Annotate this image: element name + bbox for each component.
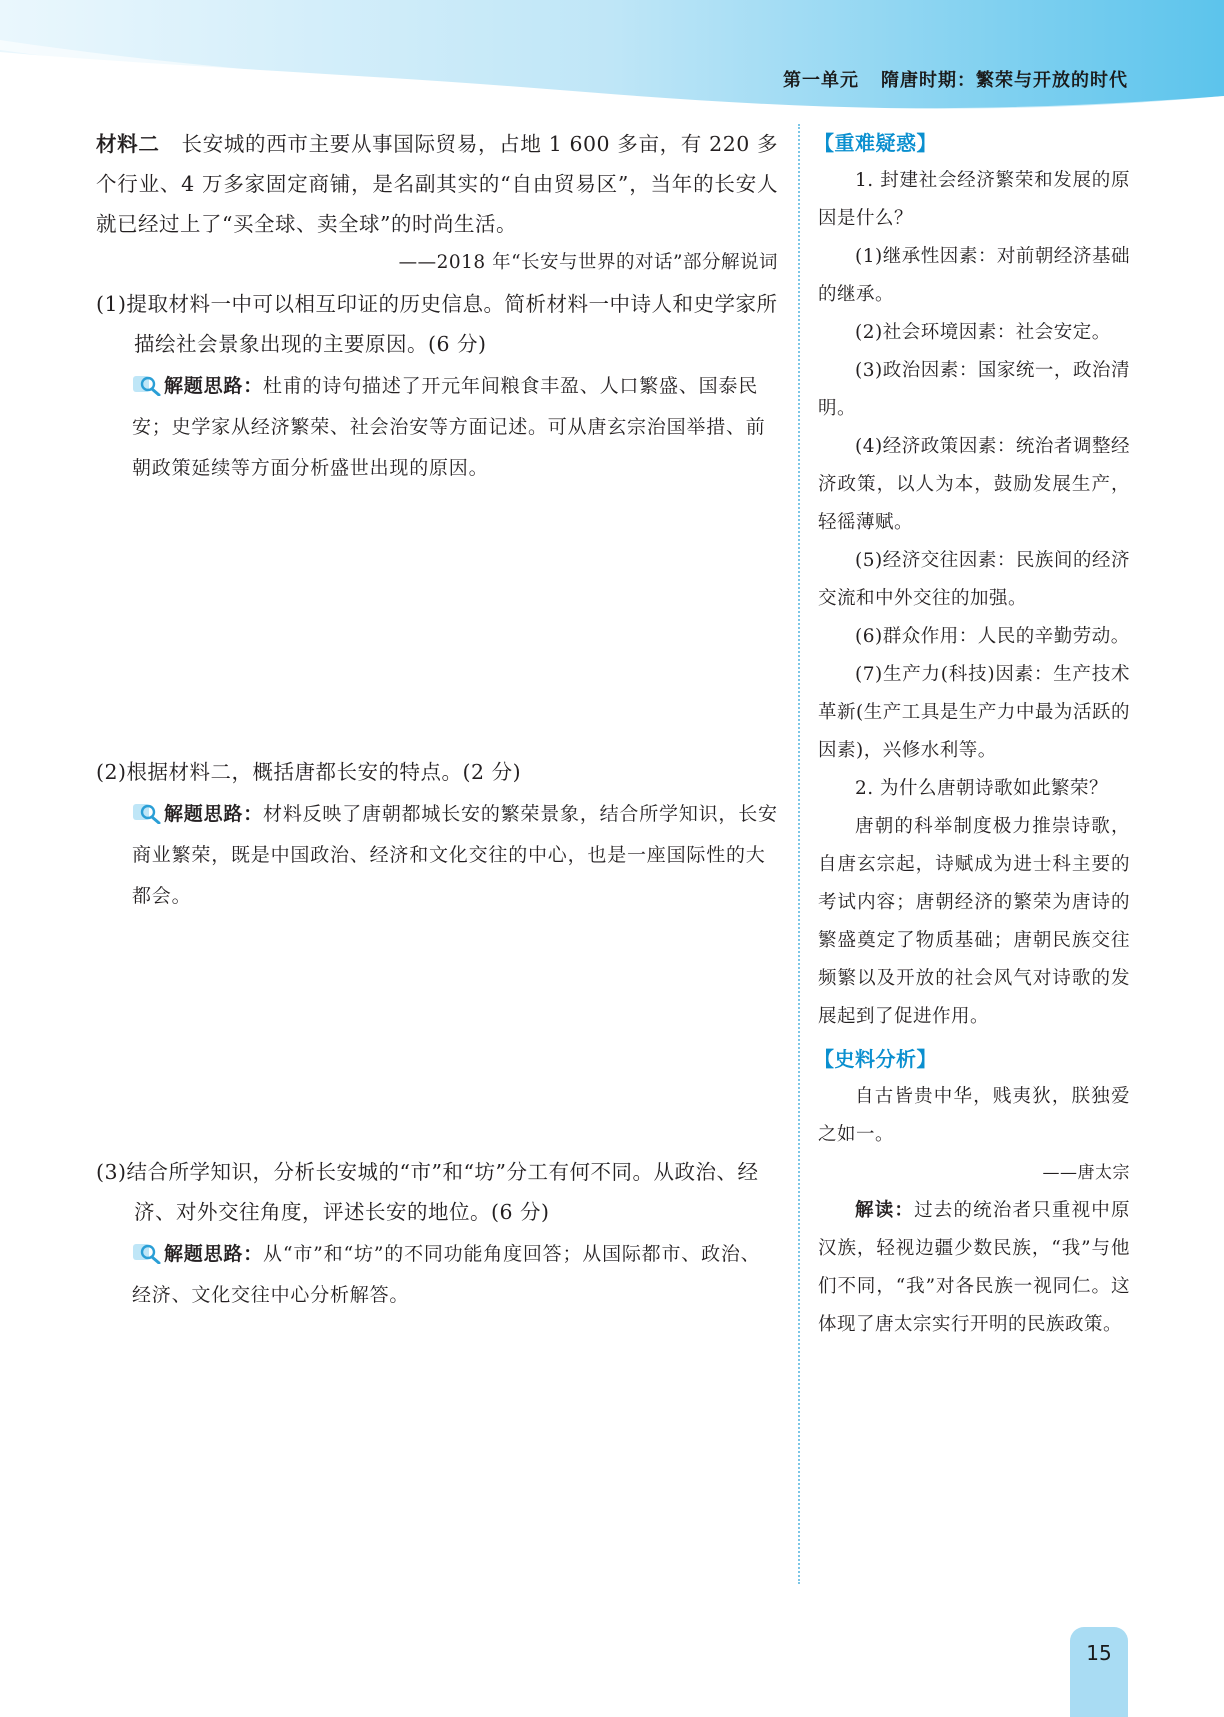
page-number-tab bbox=[1070, 1627, 1128, 1717]
unit-label: 第一单元 bbox=[783, 70, 859, 91]
material-paragraph bbox=[96, 124, 778, 244]
question-text: (2)根据材料二，概括唐都长安的特点。(2 分) bbox=[96, 760, 522, 784]
sidebar-quote-source: ——唐太宗 bbox=[1042, 1163, 1130, 1183]
hint-block bbox=[96, 794, 778, 917]
question-3 bbox=[96, 1152, 778, 1316]
sidebar-item: (3)政治因素：国家统一，政治清明。 bbox=[818, 360, 1130, 419]
page-number: 15 bbox=[1086, 1641, 1112, 1665]
sidebar-item: 唐朝的科举制度极力推崇诗歌，自唐玄宗起，诗赋成为进士科主要的考试内容；唐朝经济的繁荣为唐诗的繁盛奠定了物质基础；唐朝民族交往频繁以及开放的社会风气对诗歌的发展起到了促进作用。 bbox=[818, 816, 1130, 1027]
sidebar-item: (1)继承性因素：对前朝经济基础的继承。 bbox=[818, 246, 1130, 305]
unit-title: 隋唐时期：繁荣与开放的时代 bbox=[881, 70, 1128, 91]
question-text: (1)提取材料一中可以相互印证的历史信息。简析材料一中诗人和史学家所描绘社会景象出现的主要原因。(6 分) bbox=[96, 292, 778, 356]
magnifier-icon bbox=[132, 374, 162, 396]
running-head bbox=[783, 66, 1128, 92]
reading-text: 过去的统治者只重视中原汉族，轻视边疆少数民族，“我”与他们不同，“我”对各民族一视同仁。这体现了唐太宗实行开明的民族政策。 bbox=[818, 1200, 1130, 1335]
column-divider bbox=[798, 124, 800, 1584]
hint-block bbox=[96, 1234, 778, 1316]
hint-label: 解题思路： bbox=[164, 1243, 264, 1265]
sidebar-title-source-analysis: 【史料分析】 bbox=[814, 1047, 937, 1071]
material-text: 长安城的西市主要从事国际贸易，占地 1 600 多亩，有 220 多个行业、4 万多家固定商铺，是名副其实的“自由贸易区”，当年的长安人就已经过上了“买全球、卖全球”的时尚生活。 bbox=[96, 132, 778, 236]
sidebar-item: (2)社会环境因素：社会安定。 bbox=[855, 322, 1111, 343]
material-label: 材料二 bbox=[96, 132, 160, 156]
sidebar-item: (7)生产力(科技)因素：生产技术革新(生产工具是生产力中最为活跃的因素)，兴修水利等。 bbox=[818, 664, 1130, 761]
sidebar-item: (4)经济政策因素：统治者调整经济政策，以人为本，鼓励发展生产，轻徭薄赋。 bbox=[818, 436, 1130, 533]
question-1 bbox=[96, 284, 778, 489]
header-band bbox=[0, 0, 1224, 120]
question-text: (3)结合所学知识，分析长安城的“市”和“坊”分工有何不同。从政治、经济、对外交往角度，评述长安的地位。(6 分) bbox=[96, 1160, 759, 1224]
hint-text: 杜甫的诗句描述了开元年间粮食丰盈、人口繁盛、国泰民安；史学家从经济繁荣、社会治安等方面记述。可从唐玄宗治国举措、前朝政策延续等方面分析盛世出现的原因。 bbox=[132, 375, 766, 479]
sidebar-item: (5)经济交往因素：民族间的经济交流和中外交往的加强。 bbox=[818, 550, 1130, 609]
hint-text: 从“市”和“坊”的不同功能角度回答；从国际都市、政治、经济、文化交往中心分析解答。 bbox=[132, 1243, 761, 1306]
sidebar-item: 1. 封建社会经济繁荣和发展的原因是什么？ bbox=[818, 170, 1130, 229]
question-2 bbox=[96, 752, 778, 917]
sidebar bbox=[814, 124, 1130, 1344]
hint-text: 材料反映了唐朝都城长安的繁荣景象，结合所学知识，长安商业繁荣，既是中国政治、经济和文化交往的中心，也是一座国际性的大都会。 bbox=[132, 803, 778, 907]
sidebar-item: 2. 为什么唐朝诗歌如此繁荣？ bbox=[855, 778, 1109, 799]
hint-label: 解题思路： bbox=[164, 375, 264, 397]
magnifier-icon bbox=[132, 802, 162, 824]
header-wave bbox=[0, 0, 1224, 120]
hint-block bbox=[96, 366, 778, 489]
magnifier-icon bbox=[132, 1242, 162, 1264]
sidebar-title-key-points: 【重难疑惑】 bbox=[814, 131, 937, 155]
hint-label: 解题思路： bbox=[164, 803, 264, 825]
sidebar-quote: 自古皆贵中华，贱夷狄，朕独爱之如一。 bbox=[818, 1086, 1130, 1145]
sidebar-item: (6)群众作用：人民的辛勤劳动。 bbox=[855, 626, 1130, 647]
reading-label: 解读： bbox=[855, 1200, 915, 1221]
sidebar-reading bbox=[818, 1192, 1130, 1344]
main-column bbox=[96, 124, 778, 282]
material-source: ——2018 年“长安与世界的对话”部分解说词 bbox=[398, 252, 778, 273]
